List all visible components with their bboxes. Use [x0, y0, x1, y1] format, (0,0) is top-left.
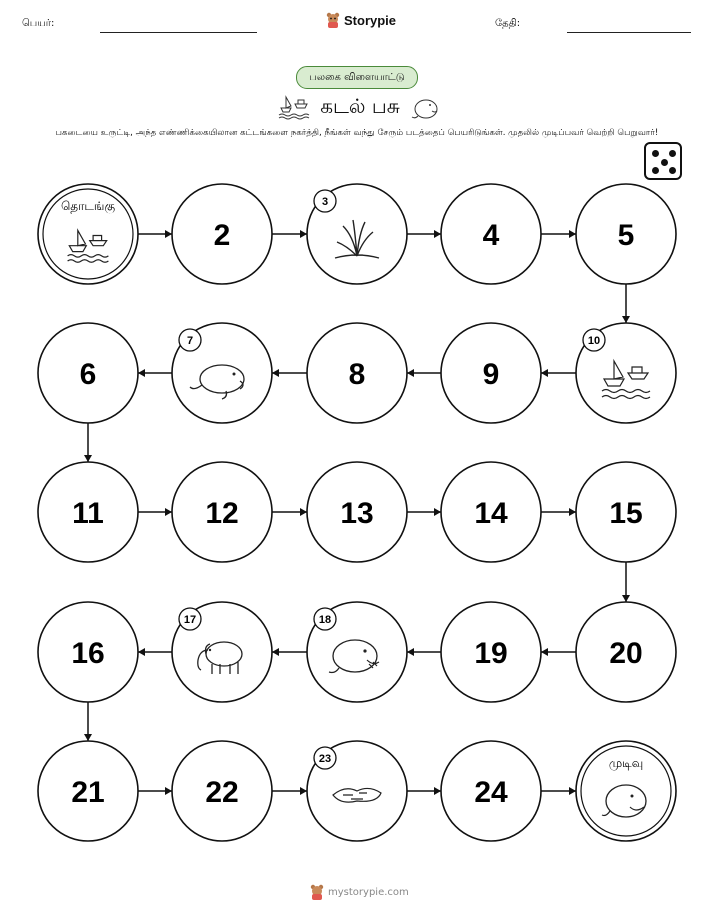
- arrow-right-icon: [138, 230, 172, 238]
- title-text: கடல் பசு: [320, 93, 400, 118]
- space-number: 22: [205, 776, 239, 809]
- board-space-6[interactable]: [38, 323, 138, 423]
- board-space-15[interactable]: [576, 462, 676, 562]
- arrow-left-icon: [541, 369, 576, 377]
- arrow-left-icon: [272, 648, 307, 656]
- name-label: பெயர்:: [22, 18, 55, 29]
- svg-text:23: 23: [318, 753, 332, 765]
- arrow-left-icon: [138, 369, 172, 377]
- footer-url: mystorypie.com: [328, 886, 409, 898]
- date-label: தேதி:: [495, 18, 521, 29]
- board-space-17[interactable]: [172, 602, 272, 702]
- board-space-5[interactable]: [576, 184, 676, 284]
- space-number-badge: [583, 329, 605, 351]
- board-space-22[interactable]: [172, 741, 272, 841]
- board-space-10[interactable]: [576, 323, 676, 423]
- category-badge: பலகை விளையாட்டு: [296, 66, 418, 89]
- board-space-14[interactable]: [441, 462, 541, 562]
- arrow-right-icon: [541, 787, 576, 795]
- space-number-badge: [314, 747, 336, 769]
- arrow-right-icon: [407, 787, 441, 795]
- arrow-right-icon: [272, 787, 307, 795]
- board-space-18[interactable]: [307, 602, 407, 702]
- arrow-left-icon: [407, 648, 441, 656]
- footer: [310, 884, 409, 900]
- arrow-down-icon: [84, 423, 92, 462]
- svg-text:7: 7: [186, 335, 194, 347]
- board-space-23[interactable]: [307, 741, 407, 841]
- space-label: முடிவு: [608, 756, 644, 770]
- arrow-right-icon: [272, 230, 307, 238]
- board-space-9[interactable]: [441, 323, 541, 423]
- arrow-down-icon: [622, 284, 630, 323]
- arrow-left-icon: [138, 648, 172, 656]
- arrow-right-icon: [138, 508, 172, 516]
- brand-name: Storypie: [344, 12, 397, 28]
- space-number: 11: [72, 497, 104, 530]
- space-number: 20: [609, 637, 643, 670]
- arrow-right-icon: [138, 787, 172, 795]
- space-number-badge: [314, 608, 336, 630]
- space-label: தொடங்கு: [60, 199, 116, 213]
- instructions: பகடையை உருட்டி, அந்த எண்ணிக்கையிலான கட்டங்களை நகர்த்தி, நீங்கள் வந்து சேரும் படத்தைப் பெயரிடுங்கள். முதலில் முடிப்பவர் வெற்றி பெறுவார்!: [55, 128, 659, 138]
- arrow-left-icon: [541, 648, 576, 656]
- space-number: 12: [205, 497, 239, 530]
- space-number: 2: [213, 219, 231, 252]
- space-number: 21: [71, 776, 105, 809]
- space-number-badge: [179, 608, 201, 630]
- board-space-start[interactable]: [38, 184, 138, 284]
- space-number: 14: [474, 497, 508, 530]
- board-space-21[interactable]: [38, 741, 138, 841]
- board-space-8[interactable]: [307, 323, 407, 423]
- arrow-left-icon: [407, 369, 441, 377]
- board-space-2[interactable]: [172, 184, 272, 284]
- board-space-19[interactable]: [441, 602, 541, 702]
- space-number: 4: [482, 219, 500, 252]
- space-number: 13: [340, 497, 374, 530]
- space-number: 8: [348, 358, 366, 391]
- svg-text:17: 17: [183, 614, 197, 626]
- bear-icon: [310, 884, 324, 900]
- space-number: 6: [79, 358, 97, 391]
- arrow-right-icon: [541, 508, 576, 516]
- board-space-16[interactable]: [38, 602, 138, 702]
- arrow-right-icon: [407, 230, 441, 238]
- arrow-right-icon: [272, 508, 307, 516]
- space-number: 5: [617, 219, 635, 252]
- board-space-20[interactable]: [576, 602, 676, 702]
- space-number: 15: [609, 497, 643, 530]
- board-space-finish[interactable]: [576, 741, 676, 841]
- board-space-12[interactable]: [172, 462, 272, 562]
- svg-text:3: 3: [321, 196, 329, 208]
- board-space-11[interactable]: [38, 462, 138, 562]
- space-number: 19: [474, 637, 508, 670]
- board-space-4[interactable]: [441, 184, 541, 284]
- arrow-left-icon: [272, 369, 307, 377]
- arrow-down-icon: [84, 702, 92, 741]
- space-number: 16: [71, 637, 105, 670]
- board-space-13[interactable]: [307, 462, 407, 562]
- board-space-24[interactable]: [441, 741, 541, 841]
- board-space-3[interactable]: [307, 184, 407, 284]
- svg-text:18: 18: [318, 614, 332, 626]
- board-space-7[interactable]: [172, 323, 272, 423]
- arrow-right-icon: [541, 230, 576, 238]
- space-number-badge: [179, 329, 201, 351]
- space-number-badge: [314, 190, 336, 212]
- space-number: 24: [474, 776, 508, 809]
- space-number: 9: [482, 358, 500, 391]
- arrow-down-icon: [622, 562, 630, 602]
- arrow-right-icon: [407, 508, 441, 516]
- svg-text:10: 10: [587, 335, 601, 347]
